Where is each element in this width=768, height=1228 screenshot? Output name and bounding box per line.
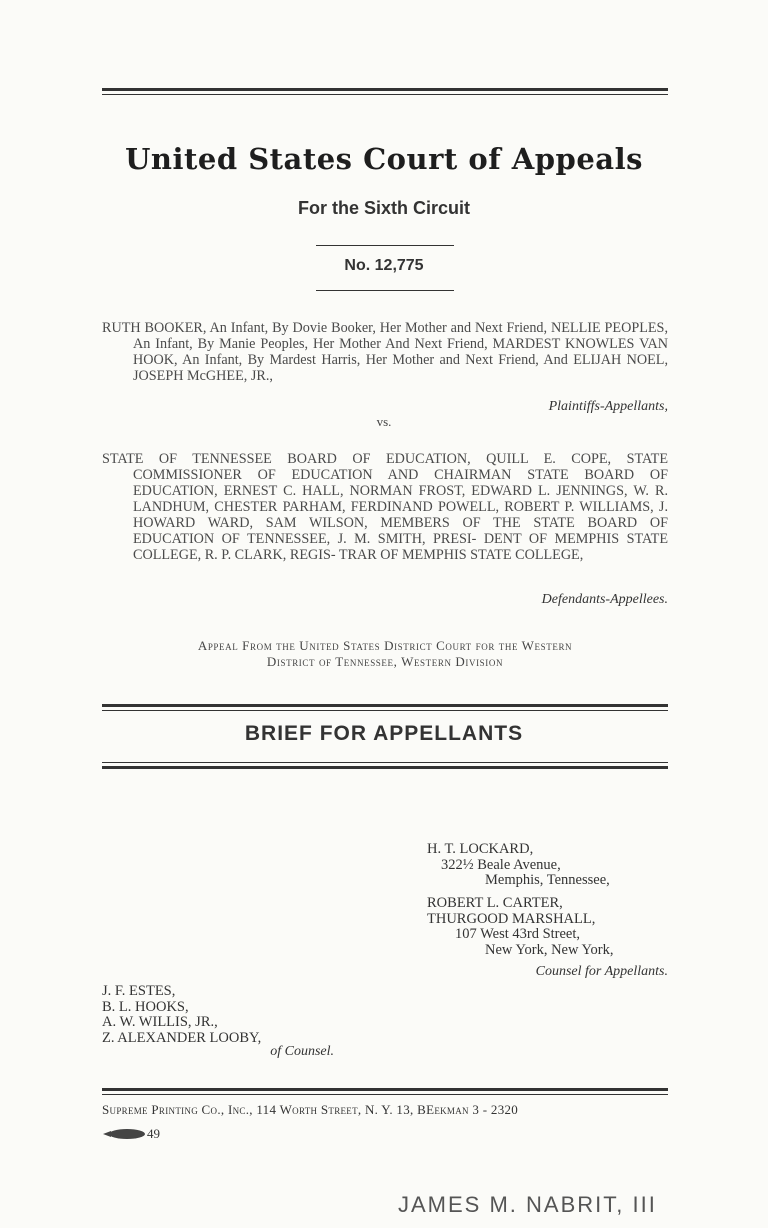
counsel-lockard <box>427 842 610 889</box>
plaintiffs-line-4: By Mardest Harris, Her Mother and Next Friend, And ELIJAH NOEL, <box>247 352 668 368</box>
brief-title: BRIEF FOR APPELLANTS <box>244 722 524 745</box>
defendants-line-7: BOARD OF EDUCATION OF TENNESSEE, J. M. SMITH, PRESI- <box>133 515 668 547</box>
brief-rule-bottom-thin <box>102 762 668 763</box>
defendants-line-1: STATE OF TENNESSEE BOARD OF EDUCATION, QUILL E. COPE, <box>102 451 612 467</box>
union-number: 49 <box>147 1126 160 1141</box>
owner-stamp: JAMES M. NABRIT, III <box>398 1192 657 1217</box>
defendants-line-3: STATE BOARD OF EDUCATION, ERNEST C. HALL, NORMAN <box>133 467 668 499</box>
counsel-lockard-city: Memphis, Tennessee, <box>485 872 610 888</box>
of-counsel-role: of Counsel. <box>270 1044 334 1059</box>
case-number-rule-bottom <box>316 290 454 291</box>
counsel-marshall-name: THURGOOD MARSHALL, <box>427 910 596 927</box>
plaintiffs-block <box>102 320 668 384</box>
appeal-line-1: Appeal From the United States District Court for the Western <box>197 638 573 653</box>
counsel-ny-address: 107 West 43rd Street, <box>455 926 581 942</box>
brief-rule-top-thick <box>102 704 668 707</box>
plaintiffs-line-5: JOSEPH McGHEE, JR., <box>133 368 273 384</box>
top-rule-thin <box>102 94 668 95</box>
union-bug-icon <box>103 1128 147 1140</box>
counsel-appellants-role: Counsel for Appellants. <box>535 964 668 979</box>
defendants-line-2: STATE COMMISSIONER OF EDUCATION AND CHAIRMAN <box>133 451 668 483</box>
appeal-line-2: District of Tennessee, Western Division <box>266 654 504 669</box>
union-label <box>103 1126 160 1142</box>
plaintiffs-role: Plaintiffs-Appellants, <box>548 399 668 414</box>
counsel-ny-city: New York, New York, <box>485 941 614 958</box>
defendants-role: Defendants-Appellees. <box>541 592 668 607</box>
defendants-line-5: PARHAM, FERDINAND POWELL, ROBERT P. WILLIAMS, <box>282 499 654 515</box>
counsel-carter-name: ROBERT L. CARTER, <box>427 895 563 911</box>
counsel-hooks: B. L. HOOKS, <box>102 998 189 1015</box>
case-number: No. 12,775 <box>344 257 424 274</box>
defendants-line-9: TRAR OF MEMPHIS STATE COLLEGE, <box>338 547 584 563</box>
brief-rule-top-thin <box>102 710 668 711</box>
printer-line: Supreme Printing Co., Inc., 114 Worth Street, N. Y. 13, BEekman 3 - 2320 <box>102 1102 519 1117</box>
case-number-rule-top <box>316 245 454 246</box>
counsel-willis: A. W. WILLIS, JR., <box>102 1014 218 1030</box>
counsel-estes: J. F. ESTES, <box>102 983 176 999</box>
defendants-block <box>102 451 668 563</box>
defendants-line-8: DENT OF MEMPHIS STATE COLLEGE, R. P. CLARK, REGIS- <box>133 531 669 563</box>
counsel-lockard-address: 322½ Beale Avenue, <box>441 856 561 873</box>
appeal-statement <box>110 638 660 670</box>
counsel-lockard-name: H. T. LOCKARD, <box>427 841 534 857</box>
counsel-of-record-left <box>102 984 261 1046</box>
defendants-line-4: FROST, EDWARD L. JENNINGS, W. R. LANDHUM, CHESTER <box>133 483 668 515</box>
circuit-title: For the Sixth Circuit <box>297 198 470 218</box>
plaintiffs-line-1: RUTH BOOKER, An Infant, By Dovie Booker, Her Mother and Next Friend, <box>102 320 548 336</box>
versus-label: vs. <box>376 414 392 429</box>
brief-rule-bottom-thick <box>102 766 668 769</box>
counsel-looby: Z. ALEXANDER LOOBY, <box>102 1029 262 1046</box>
plaintiffs-line-2: NELLIE PEOPLES, An Infant, By Manie Peoples, Her Mother And <box>133 320 668 352</box>
bottom-rule-thick <box>102 1088 668 1091</box>
plaintiffs-line-3: Next Friend, MARDEST KNOWLES VAN HOOK, An Infant, <box>133 336 668 368</box>
court-title: United States Court of Appeals <box>125 142 643 176</box>
counsel-carter-marshall <box>427 896 614 958</box>
defendants-line-6: J. HOWARD WARD, SAM WILSON, MEMBERS OF THE STATE <box>133 499 668 531</box>
top-rule-thick <box>102 88 668 91</box>
bottom-rule-thin <box>102 1094 668 1095</box>
